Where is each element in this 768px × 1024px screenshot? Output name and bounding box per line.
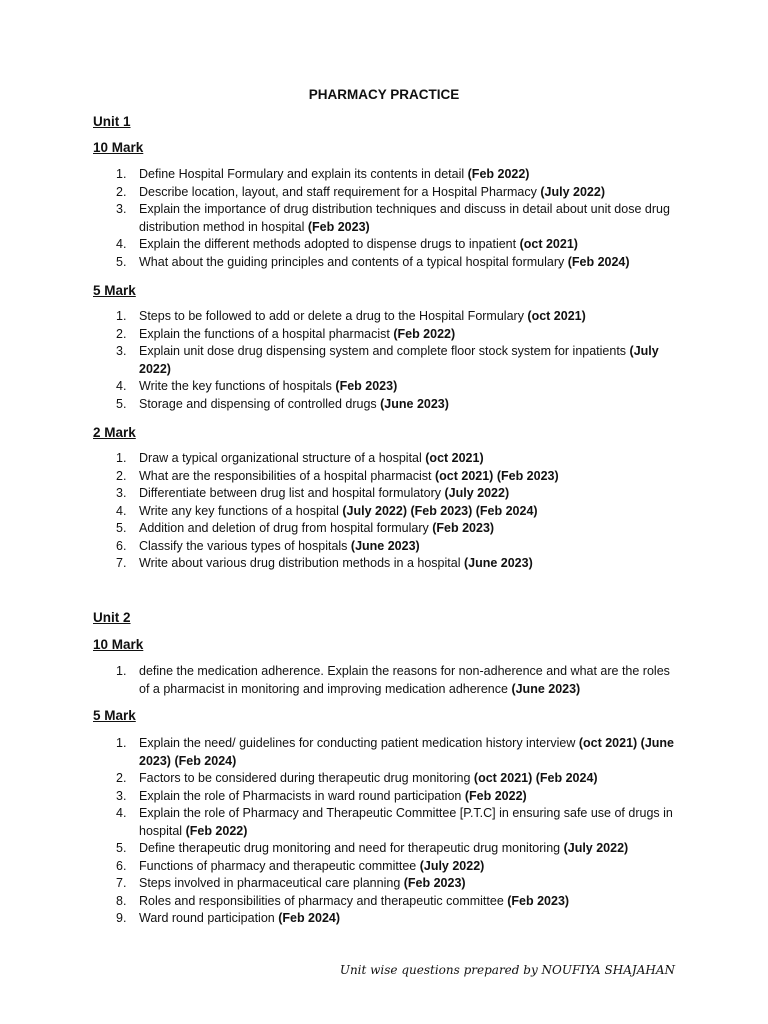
exam-session-tag: (oct 2021): [519, 237, 578, 251]
exam-session-tag: (June 2023): [380, 396, 449, 411]
question-text: Explain the need/ guidelines for conducting patient medication history interview: [139, 736, 579, 750]
footer-credit: Unit wise questions prepared by NOUFIYA SHAJAHAN: [339, 963, 675, 977]
question-list-unit1-2-mark: [93, 450, 683, 573]
question-item: [93, 166, 683, 184]
question-text: Describe location, layout, and staff requirement for a Hospital Pharmacy: [139, 184, 541, 199]
question-item: [93, 875, 683, 893]
question-number: 1.: [116, 664, 127, 678]
question-text: Ward round participation: [139, 911, 279, 925]
exam-session-tag: (Feb 2022): [464, 788, 527, 803]
question-item: [93, 396, 683, 414]
question-text: Write the key functions of hospitals: [139, 379, 336, 393]
exam-session-tag: (oct 2021) (June 2023) (Feb 2024): [139, 736, 675, 768]
question-item: [93, 254, 683, 272]
page-title: PHARMACY PRACTICE: [308, 87, 460, 102]
question-number: 7.: [116, 876, 127, 890]
question-item: [93, 184, 683, 202]
question-item: [93, 326, 683, 344]
question-text: Factors to be considered during therapeutic drug monitoring: [139, 771, 474, 785]
question-number: 5.: [116, 521, 127, 535]
question-item: [93, 485, 683, 503]
exam-session-tag: (June 2023): [463, 556, 533, 570]
exam-session-tag: (oct 2021): [527, 309, 586, 323]
question-text: Write about various drug distribution methods in a hospital: [139, 556, 464, 570]
exam-session-tag: (oct 2021): [425, 451, 484, 465]
exam-session-tag: (June 2023): [511, 681, 581, 696]
question-number: 4.: [116, 806, 127, 820]
section-heading-unit1-10-mark: 10 Mark: [93, 140, 144, 155]
exam-session-tag: (June 2023): [350, 538, 420, 553]
unit-heading-1: Unit 1: [93, 114, 131, 129]
question-item: [93, 503, 683, 521]
question-text: Functions of pharmacy and therapeutic committee: [139, 858, 420, 873]
exam-session-tag: (Feb 2023): [335, 379, 398, 393]
section-heading-unit2-5-mark: 5 Mark: [93, 708, 136, 723]
exam-session-tag: (July 2022): [540, 184, 605, 199]
question-item: [93, 770, 683, 788]
section-heading-unit2-10-mark: 10 Mark: [93, 637, 144, 652]
question-number: 5.: [116, 396, 127, 411]
exam-session-tag: (Feb 2024): [567, 254, 630, 269]
exam-session-tag: (Feb 2023): [307, 219, 370, 234]
question-text: Steps involved in pharmaceutical care planning: [139, 876, 404, 890]
exam-session-tag: (Feb 2022): [185, 823, 248, 838]
question-text: Classify the various types of hospitals: [139, 538, 351, 553]
question-number: 8.: [116, 893, 127, 908]
exam-session-tag: (July 2022): [444, 486, 510, 500]
question-number: 1.: [116, 451, 127, 465]
question-text: Explain unit dose drug dispensing system and complete floor stock system for inpatients: [139, 344, 630, 358]
question-text: Steps to be followed to add or delete a drug to the Hospital Formulary: [139, 309, 528, 323]
question-item: [93, 343, 683, 378]
question-item: [93, 840, 683, 858]
question-list-unit1-5-mark: [93, 308, 683, 413]
question-item: [93, 201, 683, 236]
question-number: 1.: [116, 736, 127, 750]
question-number: 6.: [116, 858, 127, 873]
question-text: What are the responsibilities of a hospital pharmacist: [139, 468, 435, 483]
question-item: [93, 858, 683, 876]
exam-session-tag: (Feb 2024): [278, 911, 341, 925]
question-item: [93, 468, 683, 486]
question-item: [93, 893, 683, 911]
question-number: 3.: [116, 344, 127, 358]
question-list-unit2-10-mark: [93, 663, 683, 698]
question-number: 3.: [116, 486, 127, 500]
question-item: [93, 910, 683, 928]
question-number: 5.: [116, 841, 127, 855]
question-number: 7.: [116, 556, 127, 570]
question-number: 2.: [116, 771, 127, 785]
exam-session-tag: (Feb 2023): [507, 893, 570, 908]
question-number: 1.: [116, 309, 127, 323]
question-item: [93, 538, 683, 556]
question-number: 6.: [116, 538, 127, 553]
section-heading-unit1-2-mark: 2 Mark: [93, 425, 136, 440]
question-item: [93, 450, 683, 468]
question-text: Define therapeutic drug monitoring and need for therapeutic drug monitoring: [139, 841, 564, 855]
question-number: 4.: [116, 503, 127, 518]
section-heading-unit1-5-mark: 5 Mark: [93, 283, 136, 298]
question-number: 5.: [116, 254, 127, 269]
exam-session-tag: (July 2022): [139, 344, 659, 376]
question-item: [93, 555, 683, 573]
exam-session-tag: (oct 2021) (Feb 2024): [473, 771, 598, 785]
question-number: 2.: [116, 468, 127, 483]
question-text: Roles and responsibilities of pharmacy and therapeutic committee: [139, 893, 508, 908]
question-number: 2.: [116, 184, 127, 199]
question-item: [93, 805, 683, 840]
question-list-unit2-5-mark: [93, 735, 683, 928]
question-text: Explain the importance of drug distribution techniques and discuss in detail about unit dose drug distribution method in hospital: [139, 202, 670, 234]
exam-session-tag: (Feb 2023): [403, 876, 466, 890]
question-item: [93, 378, 683, 396]
question-item: [93, 520, 683, 538]
question-number: 1.: [116, 167, 127, 181]
question-list-unit1-10-mark: [93, 166, 683, 271]
question-item: [93, 236, 683, 254]
exam-session-tag: (oct 2021) (Feb 2023): [434, 468, 559, 483]
exam-session-tag: (July 2022): [563, 841, 629, 855]
question-text: Differentiate between drug list and hospital formulatory: [139, 486, 445, 500]
question-text: Explain the role of Pharmacists in ward round participation: [139, 788, 465, 803]
question-text: What about the guiding principles and contents of a typical hospital formulary: [139, 254, 568, 269]
exam-session-tag: (Feb 2022): [393, 326, 456, 341]
question-text: Draw a typical organizational structure of a hospital: [139, 451, 426, 465]
question-number: 3.: [116, 788, 127, 803]
question-number: 4.: [116, 379, 127, 393]
unit-heading-2: Unit 2: [93, 610, 131, 625]
question-item: [93, 788, 683, 806]
exam-session-tag: (Feb 2023): [432, 521, 495, 535]
exam-session-tag: (July 2022) (Feb 2023) (Feb 2024): [342, 503, 538, 518]
question-number: 9.: [116, 911, 127, 925]
question-text: Explain the functions of a hospital pharmacist: [139, 326, 394, 341]
question-text: define the medication adherence. Explain the reasons for non-adherence and what are the roles of a pharmacist in monitoring and improving medication adherence: [139, 664, 670, 696]
exam-session-tag: (July 2022): [419, 858, 485, 873]
question-number: 3.: [116, 202, 127, 216]
question-item: [93, 735, 683, 770]
exam-session-tag: (Feb 2022): [467, 167, 530, 181]
question-text: Write any key functions of a hospital: [139, 503, 343, 518]
question-number: 4.: [116, 237, 127, 251]
question-text: Addition and deletion of drug from hospital formulary: [139, 521, 433, 535]
question-text: Explain the role of Pharmacy and Therapeutic Committee [P.T.C] in ensuring safe use of drugs in hospital: [139, 806, 673, 838]
question-number: 2.: [116, 326, 127, 341]
question-text: Explain the different methods adopted to dispense drugs to inpatient: [139, 237, 520, 251]
question-text: Define Hospital Formulary and explain its contents in detail: [139, 167, 468, 181]
question-item: [93, 308, 683, 326]
question-item: [93, 663, 683, 698]
question-text: Storage and dispensing of controlled drugs: [139, 396, 381, 411]
